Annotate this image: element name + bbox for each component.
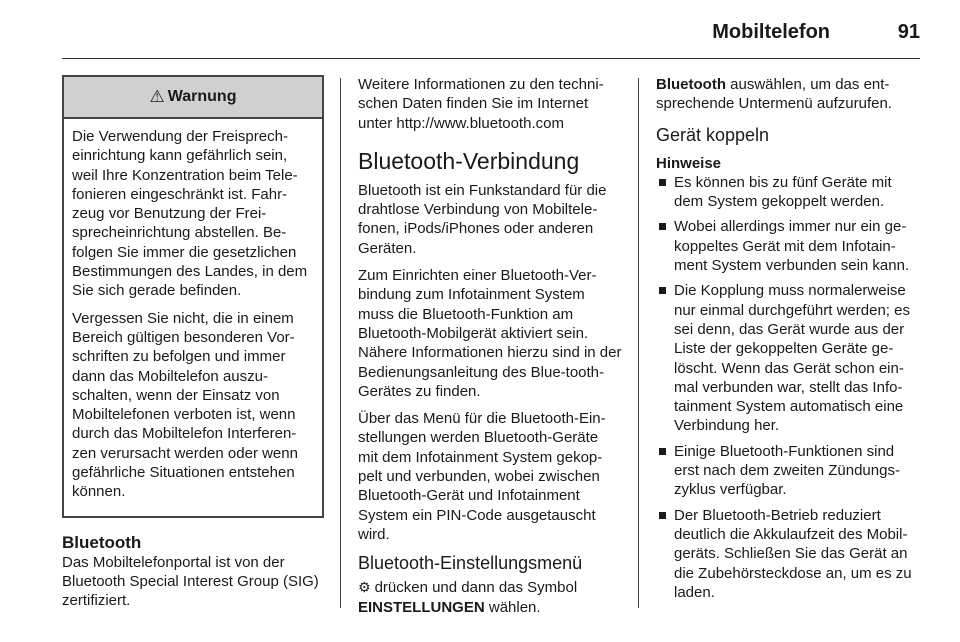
submenu-instruction — [656, 75, 922, 114]
column-right — [656, 75, 922, 608]
warning-title: Warnung — [167, 88, 237, 106]
column-divider-1 — [340, 78, 341, 608]
warning-body — [64, 119, 322, 516]
settings-keyword: EINSTELLUNGEN — [358, 598, 485, 616]
bluetooth-settings-heading: Bluetooth-Einstellungsmenü — [358, 553, 583, 574]
connection-paragraph-2: Zum Einrichten einer Bluetooth-Ver-bindung zum Infotainment System muss die Bluetooth-Funktion am Bluetooth-Mobilgerät aktiviert sein. Nähere Informationen hierzu sind in der Bedienungsanleitung des Blue-tooth-Gerätes zu finden. — [358, 267, 622, 400]
list-item: Wobei allerdings immer nur ein ge-koppeltes Gerät mit dem Infotain-ment System verbunden sein kann. — [656, 217, 922, 275]
list-item: Einige Bluetooth-Funktionen sind erst nach dem zweiten Zündungs-zyklus verfügbar. — [656, 442, 922, 500]
list-item: Der Bluetooth-Betrieb reduziert deutlich die Akkulaufzeit des Mobil-geräts. Schließen Sie das Gerät an die Zubehörsteckdose an, um es zu laden. — [656, 506, 922, 602]
bluetooth-keyword: Bluetooth — [656, 76, 726, 93]
submenu-text: auswählen, um das ent-sprechende Untermenü aufzurufen. — [656, 76, 892, 113]
connection-paragraph-3: Über das Menü für die Bluetooth-Ein-stellungen werden Bluetooth-Geräte mit dem Infotainment System gekop-pelt und verbunden, wobei zwischen Bluetooth-Gerät und Infotainment System ein PIN-Code ausgetauscht wird. — [358, 410, 606, 543]
settings-text-1: drücken und dann das Symbol — [374, 579, 578, 597]
list-item: Die Kopplung muss normalerweise nur einmal durchgeführt werden; es sei denn, das Gerät wurde aus der Liste der gekoppelten Geräte ge-löscht. Wenn das Gerät schon ein-mal verbunden war, stellt das Info-tainment System automatisch eine Verbindung her. — [656, 281, 922, 435]
warning-triangle-icon: ⚠ — [149, 87, 165, 107]
connection-paragraph-1: Bluetooth ist ein Funkstandard für die drahtlose Verbindung von Mobiltele-fonen, iPods/iPhones oder anderen Geräten. — [358, 181, 607, 257]
pair-device-heading: Gerät koppeln — [656, 124, 770, 145]
column-middle — [358, 75, 622, 625]
warning-header — [64, 77, 322, 119]
notes-heading: Hinweise — [656, 154, 722, 172]
warning-box — [62, 75, 324, 518]
warning-paragraph-1: Die Verwendung der Freisprech-einrichtung kann gefährlich sein, weil Ihre Konzentration beim Tele-fonieren eingeschränkt ist. Fahr-zeug vor Benutzung der Frei-sprecheinrichtung abstellen. Be-folgen Sie immer die gesetzlichen Bestimmungen des Landes, in dem Sie sich gerade befinden. — [72, 128, 308, 300]
tech-info-text: Weitere Informationen zu den techni-schen Daten finden Sie im Internet unter http://www.bluetooth.com — [358, 76, 604, 132]
gear-icon: ⚙ — [358, 579, 371, 596]
list-item: Es können bis zu fünf Geräte mit dem System gekoppelt werden. — [656, 173, 922, 212]
notes-list — [656, 173, 922, 602]
column-divider-2 — [638, 78, 639, 608]
page-number: 91 — [897, 21, 920, 43]
settings-instruction — [358, 578, 622, 617]
bluetooth-heading: Bluetooth — [62, 532, 142, 552]
column-left — [62, 75, 324, 619]
warning-paragraph-2: Vergessen Sie nicht, die in einem Bereich gültigen besonderen Vor-schriften zu befolgen und immer dann das Mobiltelefon auszu-schalten, wenn der Einsatz von Mobiltelefonen verboten ist, wenn durch das Mobiltelefon Interferen-zen verursacht werden oder wenn gefährliche Situationen entstehen können. — [72, 309, 298, 501]
bluetooth-text: Das Mobiltelefonportal ist von der Bluetooth Special Interest Group (SIG) zertifiziert. — [62, 553, 319, 610]
bluetooth-connection-heading: Bluetooth-Verbindung — [358, 147, 580, 174]
page-title: Mobiltelefon — [712, 21, 830, 43]
settings-text-2: wählen. — [484, 598, 541, 616]
header-divider — [62, 58, 920, 59]
